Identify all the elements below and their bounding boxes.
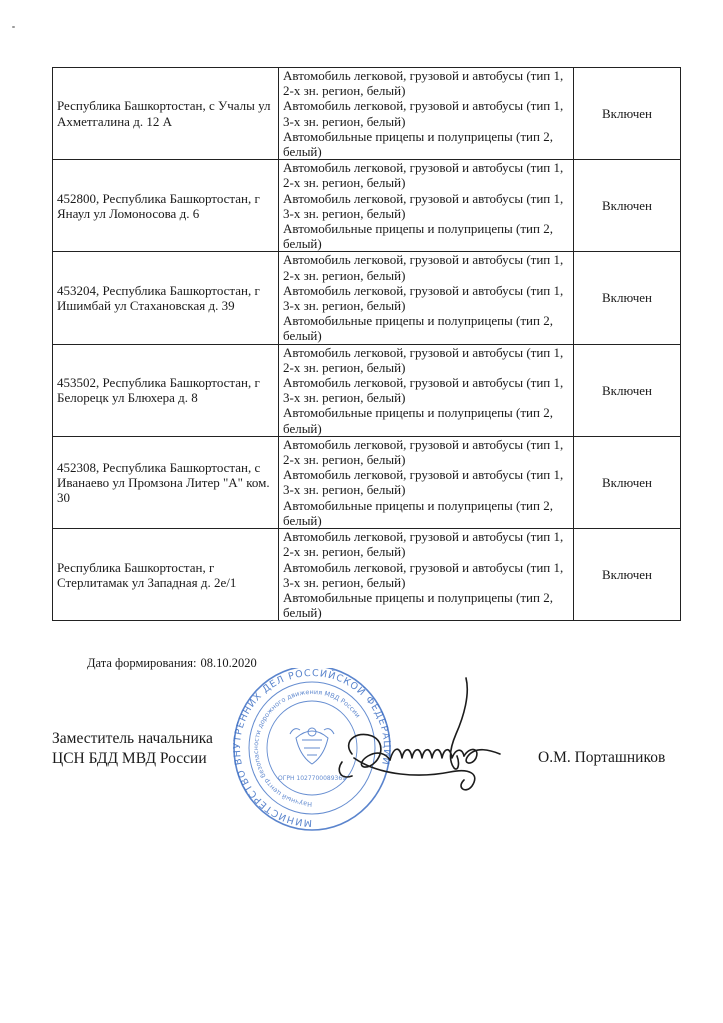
- plate-category: Автомобиль легковой, грузовой и автобусы (тип 1, 3-х зн. регион, белый): [283, 98, 564, 129]
- status-cell: Включен: [574, 344, 681, 436]
- plate-category: Автомобиль легковой, грузовой и автобусы (тип 1, 3-х зн. регион, белый): [283, 467, 564, 498]
- seal-center-text: ОГРН 1027700089369: [277, 775, 347, 782]
- plate-category: Автомобильные прицепы и полуприцепы (тип 2, белый): [283, 497, 553, 528]
- status-cell: Включен: [574, 252, 681, 344]
- emblem-icon: [290, 728, 334, 764]
- plate-categories-cell: [279, 160, 574, 252]
- signer-name: О.М. Порташников: [538, 749, 666, 766]
- table-row: [53, 344, 681, 436]
- table-row: [53, 529, 681, 621]
- plate-categories-cell: [279, 529, 574, 621]
- table-row: [53, 252, 681, 344]
- plate-category: Автомобильные прицепы и полуприцепы (тип 2, белый): [283, 405, 553, 436]
- seal-outer-text: МИНИСТЕРСТВО ВНУТРЕННИХ ДЕЛ РОССИЙСКОЙ ФЕДЕРАЦИИ: [232, 668, 392, 829]
- generation-date-value: 08.10.2020: [200, 656, 257, 670]
- plate-categories-cell: [279, 252, 574, 344]
- plate-category: Автомобиль легковой, грузовой и автобусы (тип 1, 2-х зн. регион, белый): [283, 529, 564, 560]
- address-cell: 453204, Республика Башкортостан, г Ишимбай ул Стахановская д. 39: [53, 252, 279, 344]
- plate-category: Автомобиль легковой, грузовой и автобусы (тип 1, 2-х зн. регион, белый): [283, 160, 564, 191]
- status-cell: Включен: [574, 436, 681, 528]
- signer-position: [52, 729, 213, 769]
- generation-date-label: Дата формирования:: [87, 656, 197, 670]
- plate-category: Автомобиль легковой, грузовой и автобусы (тип 1, 3-х зн. регион, белый): [283, 559, 564, 590]
- plate-categories-cell: [279, 344, 574, 436]
- plate-categories-cell: [279, 68, 574, 160]
- plate-category: Автомобильные прицепы и полуприцепы (тип 2, белый): [283, 589, 553, 621]
- handwritten-signature: [330, 676, 530, 806]
- records-table: [52, 67, 681, 621]
- plate-category: Автомобильные прицепы и полуприцепы (тип 2, белый): [283, 313, 553, 344]
- plate-category: Автомобиль легковой, грузовой и автобусы (тип 1, 3-х зн. регион, белый): [283, 375, 564, 406]
- plate-categories-cell: [279, 436, 574, 528]
- status-cell: Включен: [574, 529, 681, 621]
- address-cell: 452800, Республика Башкортостан, г Янаул ул Ломоносова д. 6: [53, 160, 279, 252]
- signer-position-line-2: ЦСН БДД МВД России: [52, 750, 207, 767]
- plate-category: Автомобиль легковой, грузовой и автобусы (тип 1, 2-х зн. регион, белый): [283, 344, 564, 375]
- status-cell: Включен: [574, 68, 681, 160]
- plate-category: Автомобиль легковой, грузовой и автобусы (тип 1, 2-х зн. регион, белый): [283, 436, 564, 468]
- plate-category: Автомобиль легковой, грузовой и автобусы (тип 1, 3-х зн. регион, белый): [283, 190, 564, 221]
- table-row: [53, 436, 681, 528]
- address-cell: Республика Башкортостан, г Стерлитамак ул Западная д. 2е/1: [53, 529, 279, 621]
- table-row: [53, 160, 681, 252]
- status-cell: Включен: [574, 160, 681, 252]
- table-row: [53, 68, 681, 160]
- plate-category: Автомобильные прицепы и полуприцепы (тип 2, белый): [283, 128, 553, 160]
- signer-position-line-1: Заместитель начальника: [52, 730, 213, 747]
- address-cell: 453502, Республика Башкортостан, г Белорецк ул Блюхера д. 8: [53, 344, 279, 436]
- scan-mark: [12, 26, 15, 28]
- plate-category: Автомобиль легковой, грузовой и автобусы (тип 1, 3-х зн. регион, белый): [283, 282, 564, 314]
- address-cell: Республика Башкортостан, с Учалы ул Ахметгалина д. 12 А: [53, 68, 279, 160]
- records-table-body: [53, 68, 681, 621]
- plate-category: Автомобиль легковой, грузовой и автобусы (тип 1, 2-х зн. регион, белый): [283, 68, 564, 99]
- plate-category: Автомобильные прицепы и полуприцепы (тип 2, белый): [283, 221, 553, 252]
- plate-category: Автомобиль легковой, грузовой и автобусы (тип 1, 2-х зн. регион, белый): [283, 252, 564, 283]
- seal-inner-text: Научный центр безопасности дорожного движения МВД России: [251, 687, 362, 809]
- address-cell: 452308, Республика Башкортостан, с Иванаево ул Промзона Литер "А" ком. 30: [53, 436, 279, 528]
